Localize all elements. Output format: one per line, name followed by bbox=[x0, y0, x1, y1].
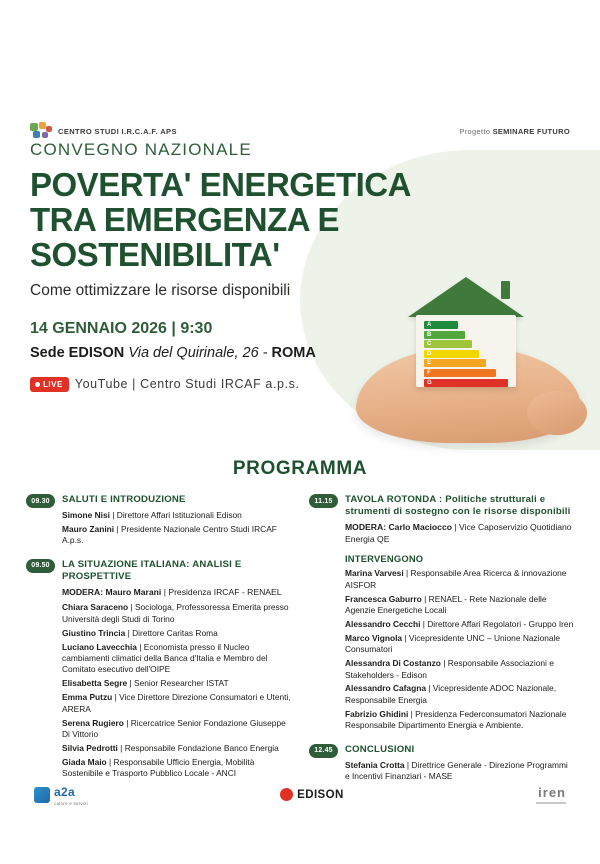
energy-bar: D bbox=[424, 350, 479, 358]
sponsor-logos bbox=[0, 783, 600, 806]
time-badge: 11.15 bbox=[309, 494, 338, 508]
event-kicker: CONVEGNO NAZIONALE bbox=[30, 140, 252, 159]
speaker-list bbox=[62, 510, 291, 547]
programme-columns bbox=[26, 494, 574, 794]
speakers-subheading: INTERVENGONO bbox=[345, 553, 424, 565]
energy-bar: A bbox=[424, 321, 458, 329]
moderator-line: MODERA: Mauro Marani | Presidenza IRCAF - RENAEL bbox=[62, 586, 282, 597]
programme-column-left bbox=[26, 494, 291, 792]
list-item: Fabrizio Ghidini | Presidenza Federconsumatori Nazionale Responsabile Dipartimento Energia e Ambiente. bbox=[345, 708, 567, 731]
venue-address: Via del Quirinale, 26 - bbox=[128, 344, 268, 361]
project-prefix: Progetto bbox=[459, 126, 493, 136]
a2a-logo bbox=[34, 783, 88, 806]
time-badge: 09.50 bbox=[26, 559, 55, 573]
programme-block bbox=[26, 559, 291, 780]
event-subtitle: Come ottimizzare le risorse disponibili bbox=[30, 281, 291, 299]
event-venue bbox=[30, 345, 570, 361]
live-stream-row[interactable] bbox=[30, 377, 570, 392]
block-heading: SALUTI E INTRODUZIONE bbox=[62, 494, 186, 505]
list-item: Luciano Lavecchia | Economista presso il Nucleo cambiamenti climatici della Banca d'Italia e Membro del Comitato esecutivo dell'OIPE bbox=[62, 641, 268, 675]
project-label bbox=[459, 127, 570, 136]
energy-bar: B bbox=[424, 331, 465, 339]
block-heading: CONCLUSIONI bbox=[345, 743, 415, 755]
list-item: Francesca Gaburro | RENAEL - Rete Nazionale delle Agenzie Energetiche Locali bbox=[345, 593, 547, 615]
list-item: Stefania Crotta | Direttrice Generale - Direzione Programmi e Incentivi Finanziari - MASE bbox=[345, 759, 568, 782]
title-line-2: TRA EMERGENZA E bbox=[30, 200, 340, 238]
energy-bar: E bbox=[424, 359, 486, 367]
list-item: Alessandra Di Costanzo | Responsabile Associazioni e Stakeholders - Edison bbox=[345, 658, 554, 680]
block-heading: TAVOLA ROTONDA : Politiche strutturali e strumenti di sostegno con le risorse disponibili bbox=[345, 494, 571, 517]
list-item: Silvia Pedrotti | Responsabile Fondazione Banco Energia bbox=[62, 742, 279, 753]
list-item: Serena Rugiero | Ricercatrice Senior Fondazione Giuseppe Di Vittorio bbox=[62, 717, 286, 740]
time-badge: 12.45 bbox=[309, 744, 338, 758]
speaker-list bbox=[345, 568, 574, 731]
list-item: Alessandro Cafagna | Vicepresidente ADOC Nazionale, Responsabile Energia bbox=[345, 683, 557, 705]
brand-name: CENTRO STUDI I.R.C.A.F. APS bbox=[58, 126, 177, 136]
edison-logo-label: EDISON bbox=[297, 788, 344, 801]
iren-underline bbox=[536, 802, 566, 804]
programme-block bbox=[309, 744, 574, 783]
list-item: Mauro Zanini | Presidente Nazionale Centro Studi IRCAF A.p.s. bbox=[62, 523, 277, 546]
energy-bar: F bbox=[424, 369, 496, 377]
speaker-list bbox=[62, 602, 291, 779]
programme-column-right bbox=[309, 494, 574, 794]
iren-logo-label: iren bbox=[538, 785, 566, 800]
a2a-mark-icon bbox=[34, 787, 50, 803]
iren-logo bbox=[536, 785, 566, 804]
list-item: Alessandro Cecchi | Direttore Affari Regolatori - Gruppo Iren bbox=[345, 618, 574, 629]
title-line-1: POVERTA' ENERGETICA bbox=[30, 166, 411, 203]
a2a-logo-label: a2a bbox=[54, 785, 75, 799]
ircaf-logo-icon bbox=[30, 122, 52, 140]
list-item: Marina Varvesi | Responsabile Area Ricerca & innovazione AISFOR bbox=[345, 568, 567, 590]
programme-title: PROGRAMMA bbox=[232, 458, 368, 479]
brand-logo-group bbox=[30, 122, 177, 140]
list-item: Chiara Saraceno | Sociologa, Professoressa Emerita presso Università degli Studi di Torino bbox=[62, 602, 289, 624]
list-item: Marco Vignola | Vicepresidente UNC – Unione Nazionale Consumatori bbox=[345, 632, 561, 655]
record-dot-icon bbox=[35, 382, 40, 387]
project-name: SEMINARE FUTURO bbox=[492, 126, 570, 136]
event-date: 14 GENNAIO 2026 | 9:30 bbox=[30, 319, 213, 337]
list-item: Simone Nisi | Direttore Affari Istituzionali Edison bbox=[62, 509, 242, 520]
time-badge: 09.30 bbox=[26, 494, 55, 508]
programme-block bbox=[309, 494, 574, 732]
energy-bar: G bbox=[424, 379, 508, 387]
a2a-logo-sublabel: calore e servizi bbox=[54, 801, 88, 806]
list-item: Giada Maio | Responsabile Ufficio Energia, Mobilità Sostenibile e Trasporto Pubblico Locale - ANCI bbox=[62, 756, 255, 779]
title-line-3: SOSTENIBILITA' bbox=[30, 235, 280, 273]
list-item: Emma Putzu | Vice Direttore Direzione Consumatori e Utenti, ARERA bbox=[62, 692, 291, 714]
page-title bbox=[30, 168, 570, 273]
header-bar bbox=[30, 122, 570, 140]
venue-city: ROMA bbox=[271, 344, 316, 361]
speaker-list bbox=[345, 760, 574, 783]
live-badge bbox=[30, 377, 69, 392]
live-channel-label: YouTube | Centro Studi IRCAF a.p.s. bbox=[74, 377, 300, 392]
block-heading: LA SITUAZIONE ITALIANA: ANALISI E PROSPETTIVE bbox=[62, 558, 242, 582]
live-badge-label: LIVE bbox=[43, 379, 63, 389]
moderator-line: MODERA: Carlo Maciocco | Vice Caposervizio Quotidiano Energia QE bbox=[345, 521, 572, 544]
programme-block bbox=[26, 494, 291, 547]
list-item: Elisabetta Segre | Senior Researcher ISTAT bbox=[62, 678, 229, 689]
programme-section bbox=[0, 458, 600, 794]
edison-logo bbox=[280, 788, 344, 801]
energy-bar: C bbox=[424, 340, 472, 348]
edison-mark-icon bbox=[280, 788, 293, 801]
list-item: Giustino Trincia | Direttore Caritas Roma bbox=[62, 627, 218, 638]
venue-name: Sede EDISON bbox=[30, 344, 125, 361]
